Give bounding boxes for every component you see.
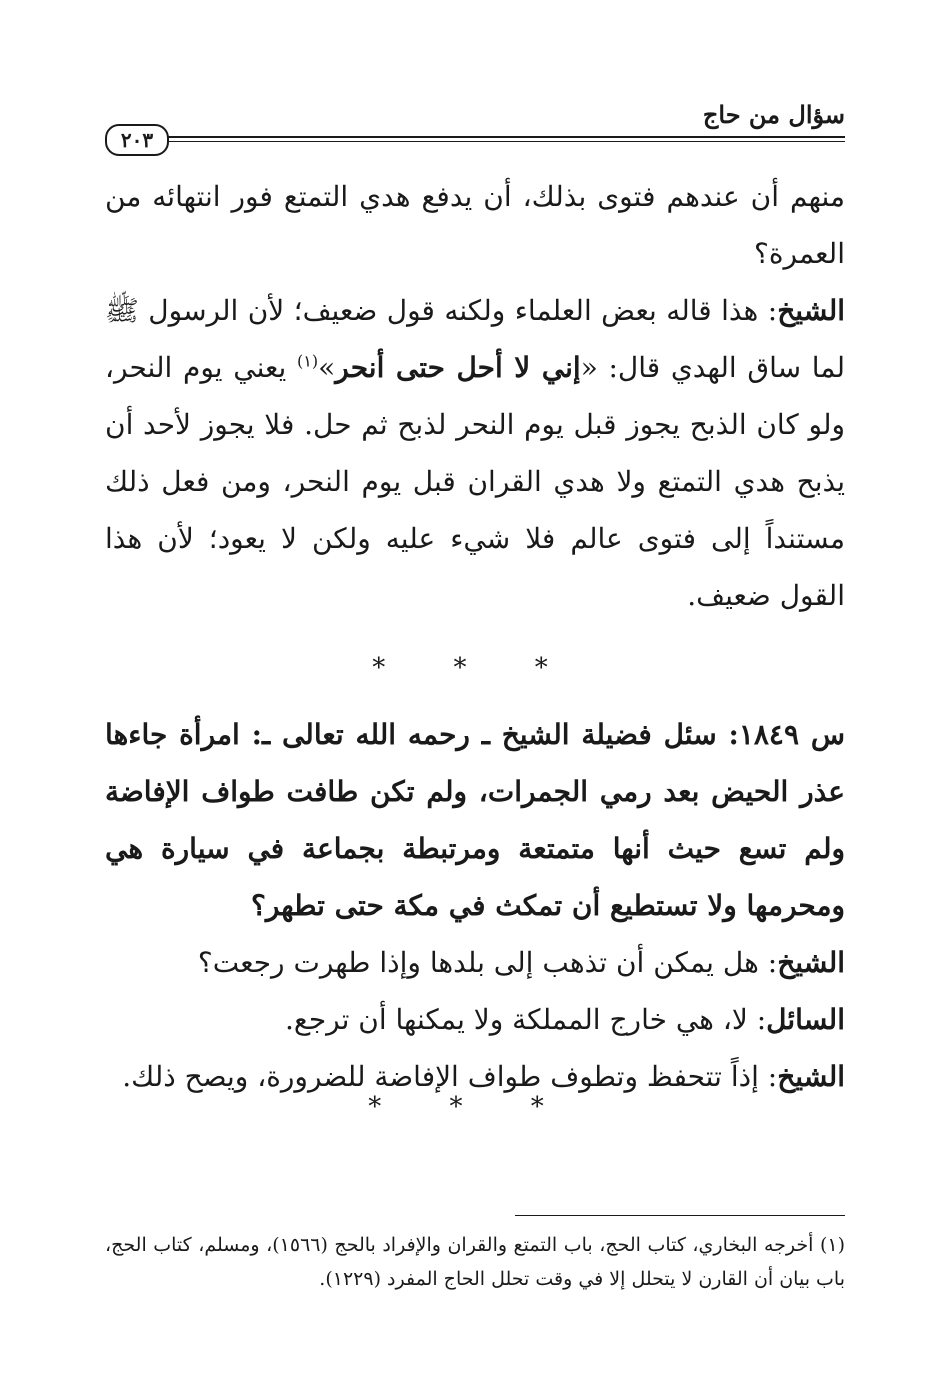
speaker-label: السائل bbox=[766, 1003, 845, 1036]
footnote-rule bbox=[515, 1215, 845, 1216]
speaker-label: الشيخ bbox=[777, 294, 845, 327]
dialogue-text: : إذاً تتحفظ وتطوف طواف الإفاضة للضرورة، ويصح ذلك. bbox=[122, 1060, 778, 1093]
hadith-quote: إني لا أحل حتى أنحر bbox=[335, 351, 581, 384]
header-rule bbox=[165, 136, 845, 138]
page-body bbox=[105, 168, 845, 1105]
section-separator-2: * * * bbox=[368, 1092, 574, 1122]
answer-text-2: » bbox=[318, 351, 336, 384]
page-header bbox=[105, 100, 845, 150]
footnotes bbox=[105, 1228, 845, 1296]
answer-text-3: يعني يوم النحر، ولو كان الذبح يجوز قبل يوم النحر لذبح ثم حل. فلا يجوز لأحد أن يذبح هدي التمتع ولا هدي القران قبل يوم النحر، ومن فعل ذلك مستنداً إلى فتوى عالم فلا شيء عليه ولكن لا يعود؛ لأن هذا القول ضعيف. bbox=[105, 351, 845, 612]
speaker-label: الشيخ bbox=[777, 1060, 845, 1093]
section-separator: * * * bbox=[372, 653, 578, 683]
dialogue-line-2 bbox=[105, 991, 845, 1048]
page-number: ٢٠٣ bbox=[105, 124, 169, 156]
speaker-label: الشيخ bbox=[777, 946, 845, 979]
dialogue-line-1 bbox=[105, 934, 845, 991]
answer-paragraph bbox=[105, 282, 845, 624]
footnote-ref: (١) bbox=[297, 351, 319, 371]
dialogue-text: : لا، هي خارج المملكة ولا يمكنها أن ترجع. bbox=[285, 1003, 767, 1036]
dialogue-text: : هل يمكن أن تذهب إلى بلدها وإذا طهرت رجعت؟ bbox=[197, 946, 778, 979]
question-paragraph: س ١٨٤٩: سئل فضيلة الشيخ ـ رحمه الله تعالى ـ: امرأة جاءها عذر الحيض بعد رمي الجمرات، ولم تكن طافت طواف الإفاضة ولم تسع حيث أنها متمتعة ومرتبطة بجماعة في سيارة هي ومحرمها ولا تستطيع أن تمكث في مكة حتى تطهر؟ bbox=[105, 718, 845, 922]
answer-text-1: : هذا قاله بعض العلماء ولكنه قول ضعيف؛ لأن الرسول ﷺ لما ساق الهدي قال: « bbox=[105, 294, 845, 384]
footnote-1: (١) أخرجه البخاري، كتاب الحج، باب التمتع والقران والإفراد بالحج (١٥٦٦)، ومسلم، كتاب الحج، باب بيان أن القارن لا يتحلل إلا في وقت تحلل الحاج المفرد (١٢٢٩). bbox=[105, 1234, 845, 1290]
header-rule-thin bbox=[165, 141, 845, 142]
continuation-paragraph: منهم أن عندهم فتوى بذلك، أن يدفع هدي التمتع فور انتهائه من العمرة؟ bbox=[105, 180, 845, 270]
running-title: سؤال من حاج bbox=[702, 100, 845, 129]
